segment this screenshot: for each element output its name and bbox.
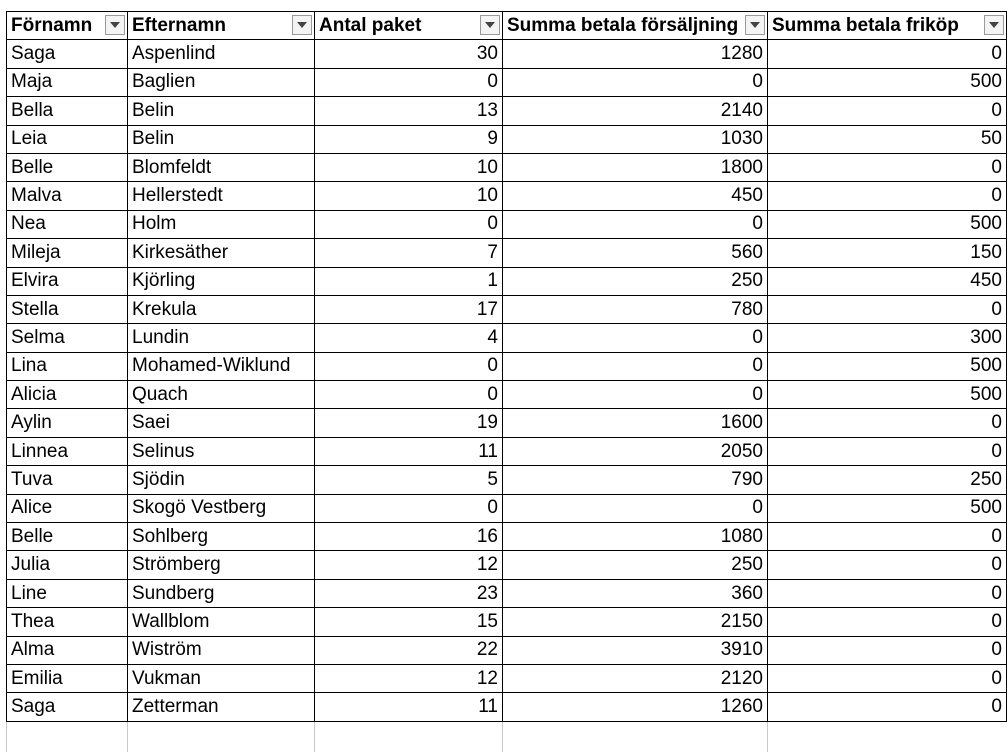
header-label: Förnamn [11, 14, 93, 36]
cell-summa-forsaljning[interactable]: 250 [503, 267, 768, 295]
cell-summa-forsaljning[interactable]: 1600 [503, 409, 768, 437]
chevron-down-icon [750, 22, 760, 28]
table-row [7, 210, 1007, 238]
cell-antal-paket[interactable]: 5 [315, 466, 503, 494]
chevron-down-icon [989, 22, 999, 28]
cell-summa-forsaljning[interactable]: 0 [503, 352, 768, 380]
header-summa-frikop[interactable] [768, 12, 1007, 40]
header-label: Summa betala friköp [772, 14, 959, 36]
filter-button[interactable] [745, 15, 765, 35]
cell-antal-paket[interactable]: 0 [315, 68, 503, 96]
table-row [7, 437, 1007, 465]
table-row [7, 664, 1007, 692]
cell-efternamn[interactable]: Zetterman [128, 693, 315, 721]
header-label: Summa betala försäljning [507, 14, 739, 36]
cell-fornamn[interactable]: Malva [7, 182, 128, 210]
cell-summa-frikop[interactable]: 0 [768, 636, 1007, 664]
cell-summa-frikop[interactable]: 0 [768, 579, 1007, 607]
filter-button[interactable] [984, 15, 1004, 35]
cell-efternamn[interactable]: Sundberg [128, 579, 315, 607]
cell-antal-paket[interactable]: 17 [315, 295, 503, 323]
cell-summa-frikop[interactable]: 0 [768, 523, 1007, 551]
cell-efternamn[interactable]: Wallblom [128, 608, 315, 636]
filter-button[interactable] [105, 15, 125, 35]
cell-fornamn[interactable]: Belle [7, 523, 128, 551]
cell-antal-paket[interactable]: 0 [315, 494, 503, 522]
cell-fornamn[interactable]: Leia [7, 125, 128, 153]
header-summa-forsaljning[interactable] [503, 12, 768, 40]
cell-antal-paket[interactable]: 19 [315, 409, 503, 437]
table-row [7, 523, 1007, 551]
cell-summa-frikop[interactable]: 0 [768, 693, 1007, 721]
table-row [7, 381, 1007, 409]
cell-summa-forsaljning[interactable]: 0 [503, 68, 768, 96]
cell-summa-frikop[interactable]: 0 [768, 182, 1007, 210]
cell-fornamn[interactable]: Alma [7, 636, 128, 664]
table-row [7, 40, 1007, 68]
cell-summa-forsaljning[interactable]: 1280 [503, 40, 768, 68]
cell-summa-frikop[interactable]: 250 [768, 466, 1007, 494]
cell-summa-forsaljning[interactable]: 250 [503, 551, 768, 579]
cell-summa-forsaljning[interactable]: 1260 [503, 693, 768, 721]
cell-summa-forsaljning[interactable]: 2120 [503, 664, 768, 692]
table-row [7, 68, 1007, 96]
cell-efternamn[interactable]: Mohamed-Wiklund [128, 352, 315, 380]
cell-summa-forsaljning[interactable]: 0 [503, 494, 768, 522]
cell-efternamn[interactable]: Sohlberg [128, 523, 315, 551]
cell-fornamn[interactable]: Selma [7, 324, 128, 352]
cell-efternamn[interactable]: Hellerstedt [128, 182, 315, 210]
cell-summa-forsaljning[interactable]: 360 [503, 579, 768, 607]
cell-fornamn[interactable]: Line [7, 579, 128, 607]
cell-fornamn[interactable]: Belle [7, 153, 128, 181]
cell-fornamn[interactable]: Lina [7, 352, 128, 380]
cell-summa-frikop[interactable]: 0 [768, 551, 1007, 579]
empty-cell[interactable] [503, 721, 768, 752]
cell-summa-frikop[interactable]: 500 [768, 494, 1007, 522]
table-row [7, 324, 1007, 352]
table-row [7, 636, 1007, 664]
table-row [7, 125, 1007, 153]
cell-antal-paket[interactable]: 10 [315, 153, 503, 181]
cell-antal-paket[interactable]: 7 [315, 239, 503, 267]
cell-fornamn[interactable]: Saga [7, 693, 128, 721]
cell-efternamn[interactable]: Belin [128, 125, 315, 153]
empty-cell[interactable] [768, 721, 1007, 752]
data-table [6, 11, 1007, 752]
cell-antal-paket[interactable]: 11 [315, 437, 503, 465]
cell-summa-frikop[interactable]: 500 [768, 352, 1007, 380]
cell-efternamn[interactable]: Aspenlind [128, 40, 315, 68]
cell-fornamn[interactable]: Alice [7, 494, 128, 522]
cell-antal-paket[interactable]: 0 [315, 352, 503, 380]
cell-efternamn[interactable]: Blomfeldt [128, 153, 315, 181]
cell-summa-forsaljning[interactable]: 0 [503, 210, 768, 238]
cell-summa-forsaljning[interactable]: 780 [503, 295, 768, 323]
cell-summa-forsaljning[interactable]: 1800 [503, 153, 768, 181]
cell-summa-forsaljning[interactable]: 560 [503, 239, 768, 267]
cell-antal-paket[interactable]: 0 [315, 381, 503, 409]
empty-row [7, 721, 1007, 752]
table-row [7, 182, 1007, 210]
header-antal-paket[interactable] [315, 12, 503, 40]
cell-fornamn[interactable]: Saga [7, 40, 128, 68]
cell-summa-frikop[interactable]: 500 [768, 381, 1007, 409]
cell-summa-frikop[interactable]: 50 [768, 125, 1007, 153]
cell-antal-paket[interactable]: 23 [315, 579, 503, 607]
cell-antal-paket[interactable]: 12 [315, 551, 503, 579]
cell-efternamn[interactable]: Wiström [128, 636, 315, 664]
table-row [7, 153, 1007, 181]
cell-efternamn[interactable]: Selinus [128, 437, 315, 465]
cell-summa-frikop[interactable]: 0 [768, 409, 1007, 437]
cell-summa-forsaljning[interactable]: 0 [503, 324, 768, 352]
cell-summa-frikop[interactable]: 0 [768, 295, 1007, 323]
cell-summa-frikop[interactable]: 500 [768, 68, 1007, 96]
cell-summa-frikop[interactable]: 300 [768, 324, 1007, 352]
cell-efternamn[interactable]: Kjörling [128, 267, 315, 295]
cell-antal-paket[interactable]: 15 [315, 608, 503, 636]
cell-summa-forsaljning[interactable]: 450 [503, 182, 768, 210]
cell-efternamn[interactable]: Vukman [128, 664, 315, 692]
table-body [7, 40, 1007, 752]
cell-efternamn[interactable]: Saei [128, 409, 315, 437]
cell-summa-frikop[interactable]: 500 [768, 210, 1007, 238]
cell-summa-frikop[interactable]: 0 [768, 608, 1007, 636]
cell-efternamn[interactable]: Sjödin [128, 466, 315, 494]
cell-summa-forsaljning[interactable]: 0 [503, 381, 768, 409]
cell-summa-forsaljning[interactable]: 1080 [503, 523, 768, 551]
cell-summa-forsaljning[interactable]: 2150 [503, 608, 768, 636]
cell-summa-frikop[interactable]: 0 [768, 664, 1007, 692]
cell-summa-frikop[interactable]: 450 [768, 267, 1007, 295]
table-row [7, 97, 1007, 125]
cell-summa-frikop[interactable]: 0 [768, 153, 1007, 181]
header-label: Efternamn [132, 14, 226, 36]
cell-summa-frikop[interactable]: 0 [768, 40, 1007, 68]
cell-fornamn[interactable]: Julia [7, 551, 128, 579]
cell-antal-paket[interactable]: 22 [315, 636, 503, 664]
cell-fornamn[interactable]: Mileja [7, 239, 128, 267]
table-row [7, 551, 1007, 579]
cell-fornamn[interactable]: Aylin [7, 409, 128, 437]
cell-antal-paket[interactable]: 1 [315, 267, 503, 295]
cell-fornamn[interactable]: Nea [7, 210, 128, 238]
header-efternamn[interactable] [128, 12, 315, 40]
cell-fornamn[interactable]: Thea [7, 608, 128, 636]
cell-efternamn[interactable]: Skogö Vestberg [128, 494, 315, 522]
empty-cell[interactable] [315, 721, 503, 752]
table-row [7, 579, 1007, 607]
cell-fornamn[interactable]: Emilia [7, 664, 128, 692]
cell-antal-paket[interactable]: 30 [315, 40, 503, 68]
cell-efternamn[interactable]: Belin [128, 97, 315, 125]
table-row [7, 267, 1007, 295]
empty-cell[interactable] [128, 721, 315, 752]
cell-antal-paket[interactable]: 16 [315, 523, 503, 551]
cell-antal-paket[interactable]: 0 [315, 210, 503, 238]
cell-efternamn[interactable]: Holm [128, 210, 315, 238]
cell-fornamn[interactable]: Elvira [7, 267, 128, 295]
table-row [7, 352, 1007, 380]
cell-summa-frikop[interactable]: 150 [768, 239, 1007, 267]
table-row [7, 608, 1007, 636]
chevron-down-icon [485, 22, 495, 28]
cell-efternamn[interactable]: Quach [128, 381, 315, 409]
cell-antal-paket[interactable]: 10 [315, 182, 503, 210]
cell-antal-paket[interactable]: 4 [315, 324, 503, 352]
table-row [7, 466, 1007, 494]
cell-summa-forsaljning[interactable]: 790 [503, 466, 768, 494]
cell-summa-frikop[interactable]: 0 [768, 97, 1007, 125]
filter-button[interactable] [292, 15, 312, 35]
cell-fornamn[interactable]: Linnea [7, 437, 128, 465]
cell-efternamn[interactable]: Strömberg [128, 551, 315, 579]
header-row [7, 12, 1007, 40]
table-row [7, 693, 1007, 721]
table-row [7, 409, 1007, 437]
empty-cell[interactable] [7, 721, 128, 752]
table-row [7, 295, 1007, 323]
cell-fornamn[interactable]: Stella [7, 295, 128, 323]
cell-summa-frikop[interactable]: 0 [768, 437, 1007, 465]
filter-button[interactable] [480, 15, 500, 35]
cell-fornamn[interactable]: Maja [7, 68, 128, 96]
cell-antal-paket[interactable]: 11 [315, 693, 503, 721]
cell-efternamn[interactable]: Kirkesäther [128, 239, 315, 267]
chevron-down-icon [297, 22, 307, 28]
cell-fornamn[interactable]: Alicia [7, 381, 128, 409]
cell-efternamn[interactable]: Krekula [128, 295, 315, 323]
table-row [7, 494, 1007, 522]
cell-antal-paket[interactable]: 13 [315, 97, 503, 125]
cell-summa-forsaljning[interactable]: 1030 [503, 125, 768, 153]
table-row [7, 239, 1007, 267]
cell-antal-paket[interactable]: 12 [315, 664, 503, 692]
cell-antal-paket[interactable]: 9 [315, 125, 503, 153]
cell-fornamn[interactable]: Bella [7, 97, 128, 125]
header-label: Antal paket [319, 14, 422, 36]
cell-efternamn[interactable]: Baglien [128, 68, 315, 96]
header-fornamn[interactable] [7, 12, 128, 40]
cell-summa-forsaljning[interactable]: 2050 [503, 437, 768, 465]
chevron-down-icon [110, 22, 120, 28]
cell-summa-forsaljning[interactable]: 3910 [503, 636, 768, 664]
cell-summa-forsaljning[interactable]: 2140 [503, 97, 768, 125]
cell-fornamn[interactable]: Tuva [7, 466, 128, 494]
cell-efternamn[interactable]: Lundin [128, 324, 315, 352]
